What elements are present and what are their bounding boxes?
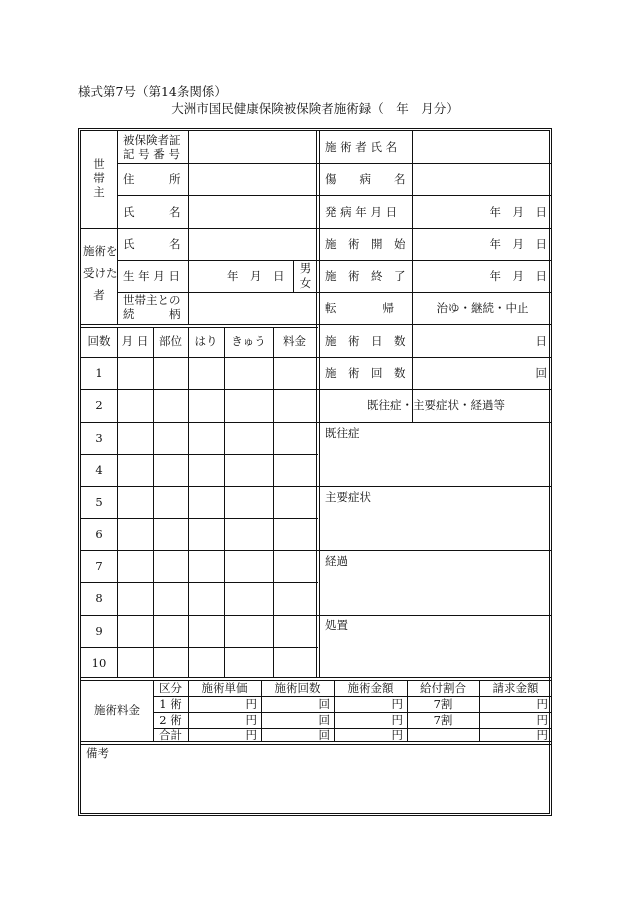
fee-row-claim: 円 xyxy=(536,713,548,727)
fee-total-amount: 円 xyxy=(391,728,403,742)
fee-header-times: 施術回数 xyxy=(274,681,321,695)
remarks-label: 備考 xyxy=(86,746,109,760)
fee-row-times: 回 xyxy=(318,697,330,711)
sex-male: 男 xyxy=(299,261,312,275)
fee-row-amount: 円 xyxy=(391,713,403,727)
fee-total-category: 合計 xyxy=(159,728,182,742)
householder-name-label: 氏 名 xyxy=(123,205,181,219)
row-number: 7 xyxy=(95,559,103,573)
outcome-value: 治ゆ・継続・中止 xyxy=(436,301,529,315)
patient-group-label-3: 者 xyxy=(93,288,105,302)
history-treatment: 処置 xyxy=(325,618,348,632)
fee-row-times: 回 xyxy=(318,713,330,727)
injury-name-label: 傷 病 名 xyxy=(325,172,406,186)
insured-number-label-2: 記 号 番 号 xyxy=(123,147,180,161)
row-number: 4 xyxy=(95,463,103,477)
days-label: 施 術 日 数 xyxy=(325,334,406,348)
fee-row-claim: 円 xyxy=(536,697,548,711)
row-number: 2 xyxy=(95,398,103,412)
history-main-symptoms: 主要症状 xyxy=(325,490,371,504)
row-number: 6 xyxy=(95,527,103,541)
row-number: 3 xyxy=(95,431,103,445)
row-number: 1 xyxy=(95,366,103,380)
birthdate-ymd: 年 月 日 xyxy=(227,269,285,283)
fee-row-category: 2 術 xyxy=(159,713,182,727)
history-header: 既往症・主要症状・経過等 xyxy=(367,398,505,412)
sex-female: 女 xyxy=(299,276,312,290)
fee-label: 施術料金 xyxy=(94,703,140,717)
relation-label-2: 続 柄 xyxy=(123,307,181,321)
fee-row-unit-price: 円 xyxy=(245,713,257,727)
col-header-date: 月 日 xyxy=(121,334,149,348)
end-label: 施 術 終 了 xyxy=(325,269,406,283)
row-number: 5 xyxy=(95,495,103,509)
col-header-kyu: きゅう xyxy=(231,334,266,348)
row-number: 8 xyxy=(95,591,103,605)
fee-row-ratio: 7割 xyxy=(433,697,453,711)
row-number: 10 xyxy=(91,656,107,670)
fee-total-claim: 円 xyxy=(536,728,548,742)
patient-group-label-1: 施術を xyxy=(83,244,118,258)
page-title: 大洲市国民健康保険被保険者施術録（ 年 月分） xyxy=(171,101,459,116)
outcome-label: 転 帰 xyxy=(325,301,394,315)
patient-name-label: 氏 名 xyxy=(123,237,181,251)
onset-date-ymd: 年 月 日 xyxy=(489,205,547,219)
insured-number-label: 被保険者証 xyxy=(123,133,181,147)
fee-total-unit-price: 円 xyxy=(245,728,257,742)
count-unit: 回 xyxy=(535,366,547,380)
col-header-fee: 料金 xyxy=(283,334,306,348)
fee-row-amount: 円 xyxy=(391,697,403,711)
history-progress: 経過 xyxy=(325,554,348,568)
fee-header-claim: 請求金額 xyxy=(492,681,539,695)
fee-header-amount: 施術金額 xyxy=(347,681,394,695)
birthdate-label: 生 年 月 日 xyxy=(123,269,180,283)
householder-group-label: 世帯主 xyxy=(93,157,105,199)
fee-header-ratio: 給付割合 xyxy=(420,681,466,695)
treatment-record-form xyxy=(78,128,552,816)
fee-row-ratio: 7割 xyxy=(433,713,453,727)
patient-group-label-2: 受けた xyxy=(83,266,118,280)
history-past-illness: 既往症 xyxy=(325,426,360,440)
onset-date-label: 発 病 年 月 日 xyxy=(325,205,398,219)
days-unit: 日 xyxy=(535,334,547,348)
col-header-hari: はり xyxy=(194,334,218,348)
address-label: 住 所 xyxy=(123,172,181,186)
form-number: 様式第7号（第14条関係） xyxy=(78,84,227,99)
start-ymd: 年 月 日 xyxy=(489,237,547,251)
end-ymd: 年 月 日 xyxy=(489,269,547,283)
practitioner-name-label: 施 術 者 氏 名 xyxy=(325,140,398,154)
row-number: 9 xyxy=(95,624,103,638)
fee-header-category: 区分 xyxy=(159,681,182,695)
relation-label: 世帯主との xyxy=(123,293,181,307)
start-label: 施 術 開 始 xyxy=(325,237,406,251)
fee-row-category: 1 術 xyxy=(159,697,182,711)
fee-total-times: 回 xyxy=(318,728,330,742)
col-header-site: 部位 xyxy=(159,334,182,348)
fee-row-unit-price: 円 xyxy=(245,697,257,711)
fee-header-unit-price: 施術単価 xyxy=(201,681,248,695)
count-label: 施 術 回 数 xyxy=(325,366,406,380)
col-header-count: 回数 xyxy=(87,334,111,348)
